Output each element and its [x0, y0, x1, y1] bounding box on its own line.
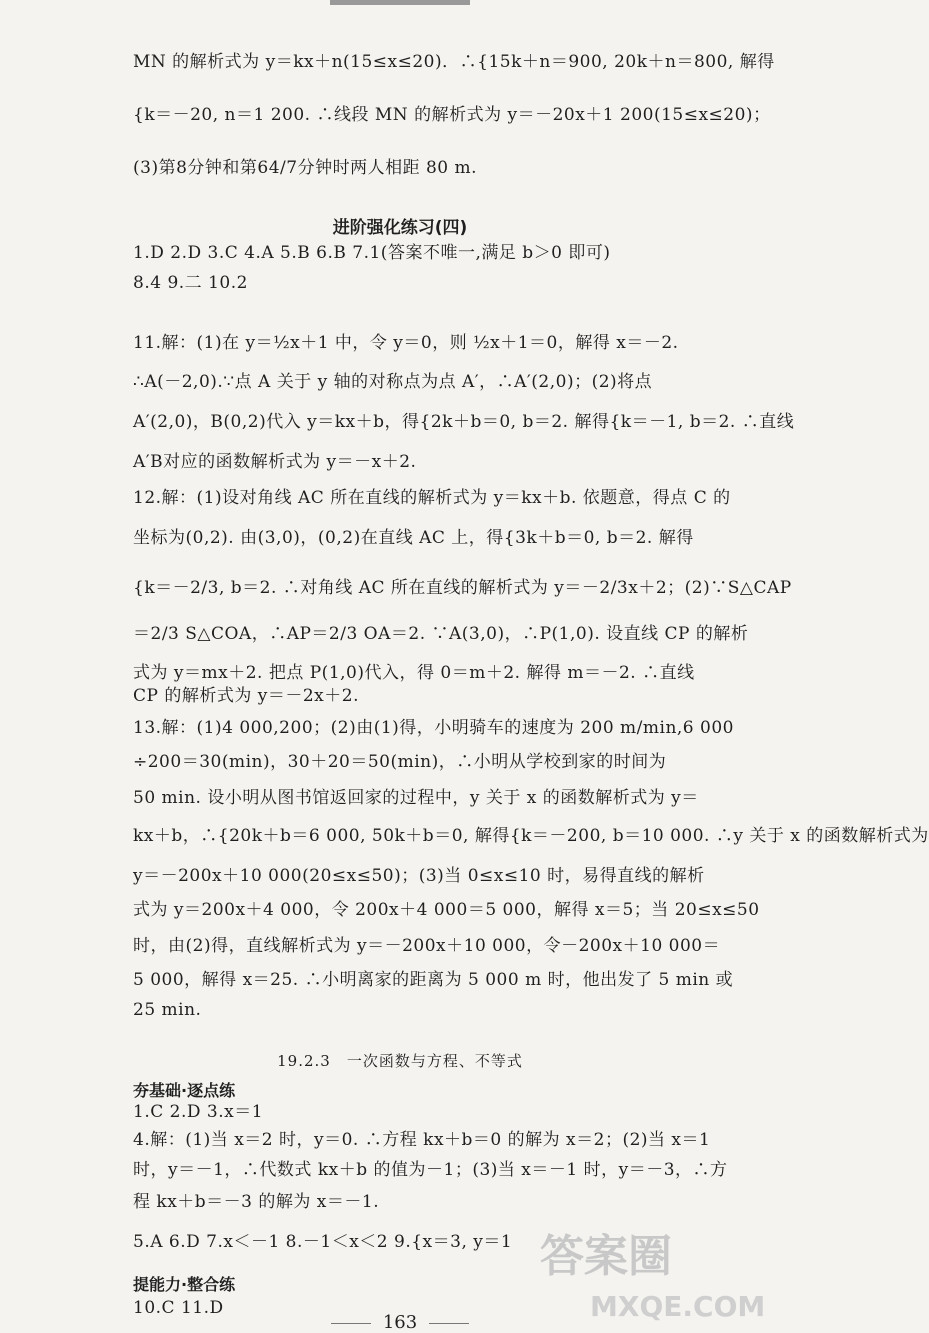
text-line: MN 的解析式为 y＝kx＋n(15≤x≤20)．∴{15k＋n＝900, 20k＋n＝800, 解得 — [133, 52, 775, 72]
text-line: 式为 y＝200x＋4 000，令 200x＋4 000＝5 000，解得 x＝5；当 20≤x≤50 — [133, 900, 760, 920]
text-line: 4.解：(1)当 x＝2 时，y＝0. ∴方程 kx＋b＝0 的解为 x＝2；(2)当 x＝1 — [133, 1130, 711, 1150]
top-edge-mark — [330, 0, 470, 5]
text-line: 1.C 2.D 3.x＝1 — [133, 1102, 264, 1122]
text-line: kx＋b，∴{20k＋b＝6 000, 50k＋b＝0, 解得{k＝－200, b＝10 000. ∴y 关于 x 的函数解析式为 — [133, 826, 929, 846]
practice-title: 进阶强化练习(四) — [332, 218, 468, 238]
text-line: ÷200＝30(min)，30＋20＝50(min)，∴小明从学校到家的时间为 — [133, 752, 667, 772]
text-line: 8.4 9.二 10.2 — [133, 273, 248, 293]
text-line: 式为 y＝mx＋2. 把点 P(1,0)代入，得 0＝m＋2. 解得 m＝－2. ∴直线 — [133, 663, 695, 683]
page-number: 163 — [0, 1312, 800, 1333]
text-line: 25 min. — [133, 1000, 202, 1020]
text-line: 1.D 2.D 3.C 4.A 5.B 6.B 7.1(答案不唯一,满足 b＞0 即可) — [133, 243, 611, 263]
text-line: 10.C 11.D — [133, 1298, 224, 1318]
text-line: (3)第8分钟和第64/7分钟时两人相距 80 m. — [133, 158, 478, 178]
watermark-logo: 答案圈 — [540, 1231, 672, 1282]
watermark-url: MXQE.COM — [590, 1290, 766, 1323]
text-line: ∴A(－2,0).∵点 A 关于 y 轴的对称点为点 A′，∴A′(2,0)；(2)将点 — [133, 372, 653, 392]
sub-heading-basic: 夯基础·逐点练 — [133, 1081, 236, 1100]
text-line: 12.解：(1)设对角线 AC 所在直线的解析式为 y＝kx＋b. 依题意，得点 C 的 — [133, 488, 731, 508]
text-line: y＝－200x＋10 000(20≤x≤50)；(3)当 0≤x≤10 时，易得直线的解析 — [133, 866, 705, 886]
text-line: 坐标为(0,2). 由(3,0)，(0,2)在直线 AC 上，得{3k＋b＝0, b＝2. 解得 — [133, 528, 694, 548]
section-heading: 19.2.3 一次函数与方程、不等式 — [277, 1052, 523, 1070]
text-line: {k＝－20, n＝1 200. ∴线段 MN 的解析式为 y＝－20x＋1 200(15≤x≤20)； — [133, 105, 771, 125]
text-line: 时，由(2)得，直线解析式为 y＝－200x＋10 000，令－200x＋10 000＝ — [133, 936, 721, 956]
sub-heading-ability: 提能力·整合练 — [133, 1275, 236, 1294]
text-line: A′(2,0)，B(0,2)代入 y＝kx＋b，得{2k＋b＝0, b＝2. 解得{k＝－1, b＝2. ∴直线 — [133, 412, 795, 432]
text-line: 13.解：(1)4 000,200；(2)由(1)得，小明骑车的速度为 200 m/min,6 000 — [133, 718, 734, 738]
text-line: A′B对应的函数解析式为 y＝－x＋2. — [133, 452, 417, 472]
text-line: ＝2/3 S△COA，∴AP＝2/3 OA＝2. ∵A(3,0)，∴P(1,0). 设直线 CP 的解析 — [133, 624, 749, 644]
text-line: {k＝－2/3, b＝2. ∴对角线 AC 所在直线的解析式为 y＝－2/3x＋2；(2)∵S△CAP — [133, 578, 792, 598]
text-line: CP 的解析式为 y＝－2x＋2. — [133, 686, 359, 706]
text-line: 时，y＝－1，∴代数式 kx＋b 的值为－1；(3)当 x＝－1 时，y＝－3，∴方 — [133, 1160, 728, 1180]
text-line: 11.解：(1)在 y＝½x＋1 中，令 y＝0，则 ½x＋1＝0，解得 x＝－2. — [133, 333, 679, 353]
text-line: 5 000，解得 x＝25. ∴小明离家的距离为 5 000 m 时，他出发了 5 min 或 — [133, 970, 734, 990]
text-line: 50 min. 设小明从图书馆返回家的过程中，y 关于 x 的函数解析式为 y＝ — [133, 788, 699, 808]
text-line: 程 kx＋b＝－3 的解为 x＝－1. — [133, 1192, 380, 1212]
text-line: 5.A 6.D 7.x＜－1 8.－1＜x＜2 9.{x＝3, y＝1 — [133, 1232, 513, 1252]
